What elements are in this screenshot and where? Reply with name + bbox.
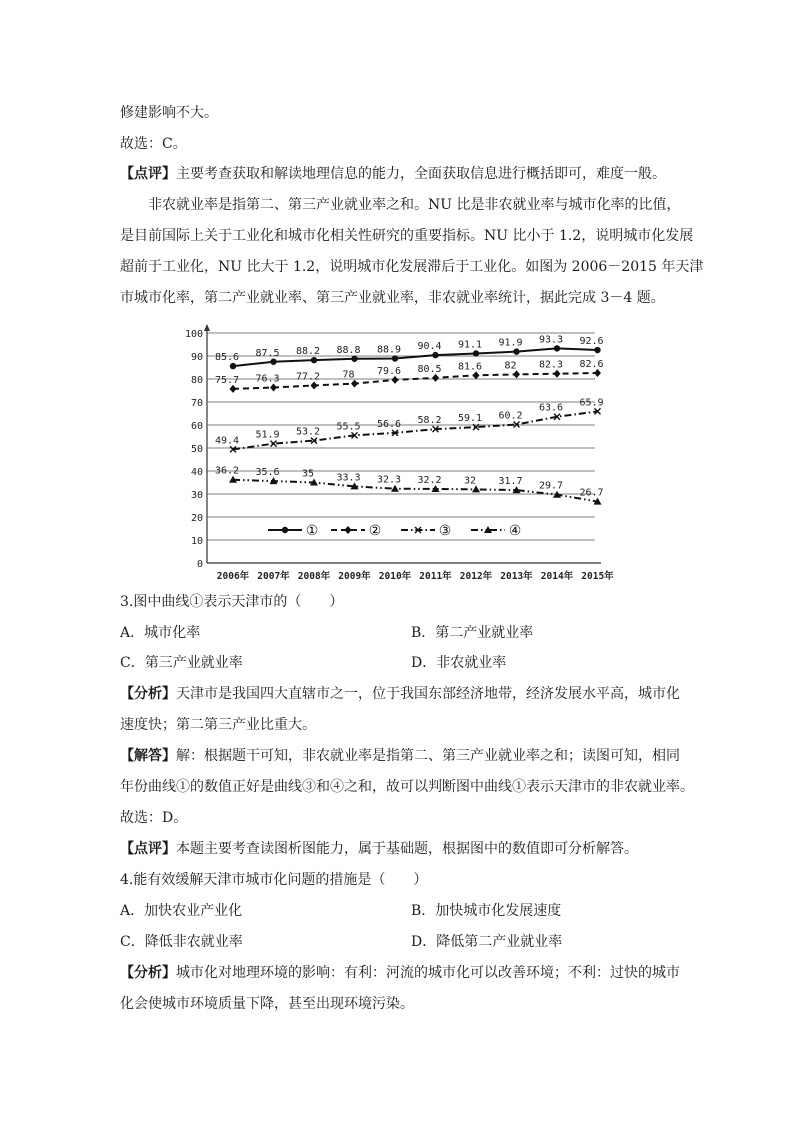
data-label: 35.6 <box>255 467 280 479</box>
x-tick-label: 2011年 <box>419 571 452 582</box>
series-line <box>233 411 598 449</box>
x-tick-label: 2012年 <box>459 571 493 582</box>
answer-text: 解：根据题干可知，非农就业率是指第二、第三产业就业率之和；读图可知，相同 <box>176 748 680 764</box>
data-label: 59.1 <box>457 413 483 425</box>
x-tick-label: 2007年 <box>257 571 290 582</box>
q3-stem: 3.图中曲线①表示天津市的（ ） <box>120 594 344 610</box>
data-label: 75.7 <box>214 374 240 386</box>
data-point <box>432 352 438 358</box>
legend-label: ① <box>305 523 319 539</box>
legend-item-1 <box>268 523 318 539</box>
data-point <box>554 345 560 351</box>
q3-option-a[interactable]: A．城市化率 <box>120 625 201 641</box>
q3-option-d[interactable]: D．非农就业率 <box>411 655 507 671</box>
q3-option-c[interactable]: C．第三产业就业率 <box>120 655 243 671</box>
x-tick-label: 2006年 <box>216 571 250 582</box>
y-axis-arrow <box>204 324 210 331</box>
data-label: 93.3 <box>538 334 564 346</box>
line-chart <box>183 323 614 585</box>
paragraph-line-1: 非农就业率是指第二、第三产业就业率之和。NU 比是非农就业率与城市化率的比值， <box>148 197 681 213</box>
y-tick-label: 100 <box>184 329 203 340</box>
x-tick-labels <box>217 570 614 582</box>
y-tick-label: 50 <box>190 444 203 455</box>
x-tick-label: 2014年 <box>540 571 574 582</box>
data-label: 29.7 <box>538 480 564 492</box>
data-point <box>554 370 561 378</box>
data-point <box>392 355 398 361</box>
legend-marker <box>345 526 352 534</box>
y-tick-label: 20 <box>190 513 203 524</box>
data-label: 56.6 <box>376 418 402 430</box>
y-tick-label: 30 <box>190 490 203 501</box>
comment-tag-2: 【点评】 <box>120 841 176 857</box>
legend-label: ③ <box>438 523 452 539</box>
line-2: 故选：C。 <box>120 136 187 152</box>
legend-item-4 <box>471 523 521 539</box>
line-1: 修建影响不大。 <box>120 105 218 121</box>
x-tick-label: 2013年 <box>500 571 533 582</box>
paragraph-line-4: 市城市化率，第二产业就业率、第三产业就业率，非农就业率统计，据此完成 3－4 题。 <box>120 290 665 306</box>
data-label: 91.9 <box>498 337 523 349</box>
data-label: 55.5 <box>336 421 361 433</box>
analysis-tag-2: 【分析】 <box>120 965 176 981</box>
data-label: 82.3 <box>538 359 564 371</box>
data-label: 82.6 <box>579 359 604 371</box>
data-label: 81.6 <box>457 361 483 373</box>
data-label: 33.3 <box>336 472 361 484</box>
data-label: 77.2 <box>295 371 321 383</box>
data-point <box>432 374 439 382</box>
data-point <box>594 347 600 353</box>
comment-tag: 【点评】 <box>120 166 176 182</box>
data-point <box>472 485 480 492</box>
data-label: 32 <box>463 475 477 487</box>
paragraph-line-2: 是目前国际上关于工业化和城市化相关性研究的重要指标。NU 比小于 1.2，说明城市化发展 <box>120 228 694 244</box>
chart-series <box>215 334 604 504</box>
data-point <box>311 381 318 389</box>
comment-text-2: 本题主要考查读图析图能力，属于基础题，根据图中的数值即可分析解答。 <box>176 841 638 857</box>
q3-analysis-2: 速度快；第二第三产业比重大。 <box>120 717 316 733</box>
y-tick-labels <box>185 329 203 570</box>
data-point <box>391 485 399 492</box>
data-label: 49.4 <box>214 435 240 447</box>
paragraph-line-3: 超前于工业化，NU 比大于 1.2，说明城市化发展滞后于工业化。如图为 2006－2015 年天津 <box>120 259 704 275</box>
y-tick-label: 90 <box>190 352 203 363</box>
data-point <box>230 385 237 393</box>
q4-option-d[interactable]: D．降低第二产业就业率 <box>411 934 563 950</box>
q4-analysis-1 <box>120 963 680 983</box>
legend-marker <box>282 527 288 533</box>
data-label: 32.3 <box>376 474 402 486</box>
answer-tag: 【解答】 <box>120 748 176 764</box>
data-label: 78 <box>342 369 355 381</box>
data-label: 92.6 <box>579 336 604 348</box>
data-label: 76.3 <box>255 373 280 385</box>
data-label: 58.2 <box>417 415 442 427</box>
data-label: 91.1 <box>457 339 483 351</box>
analysis-text-2: 城市化对地理环境的影响：有利：河流的城市化可以改善环境；不利：过快的城市 <box>176 965 680 981</box>
comment-text: 主要考查获取和解读地理信息的能力，全面获取信息进行概括即可，难度一般。 <box>176 166 666 182</box>
data-point <box>594 369 601 377</box>
analysis-text: 天津市是我国四大直辖市之一，位于我国东部经济地带，经济发展水平高，城市化 <box>176 686 680 702</box>
data-point <box>351 380 358 388</box>
chart-legend <box>268 523 521 539</box>
data-point <box>351 356 357 362</box>
x-tick-label: 2015年 <box>581 571 614 582</box>
data-label: 60.2 <box>498 410 523 422</box>
legend-label: ④ <box>508 523 522 539</box>
data-point <box>473 371 480 379</box>
x-tick-label: 2010年 <box>378 571 412 582</box>
y-tick-label: 0 <box>196 559 203 570</box>
analysis-tag: 【分析】 <box>120 686 176 702</box>
q4-option-c[interactable]: C．降低非农就业率 <box>120 934 243 950</box>
data-label: 87.5 <box>255 347 280 359</box>
y-tick-label: 10 <box>190 536 203 547</box>
q3-comment <box>120 839 638 859</box>
data-label: 36.2 <box>214 465 240 477</box>
q4-analysis-2: 化会使城市环境质量下降，甚至出现环境污染。 <box>120 996 414 1012</box>
data-label: 90.4 <box>417 341 442 353</box>
legend-item-2 <box>331 523 381 539</box>
data-label: 31.7 <box>498 476 523 488</box>
y-tick-label: 70 <box>190 398 203 409</box>
comment-line <box>120 164 666 184</box>
q3-choice: 故选：D。 <box>120 810 188 826</box>
series-4 <box>215 466 604 505</box>
x-tick-label: 2009年 <box>338 571 371 582</box>
series-line <box>233 373 598 389</box>
data-point <box>513 348 519 354</box>
data-label: 79.6 <box>376 365 402 377</box>
data-label: 80.5 <box>417 363 442 375</box>
data-label: 26.7 <box>579 487 604 499</box>
y-tick-label: 60 <box>190 421 203 432</box>
data-label: 88.8 <box>336 344 361 356</box>
y-tick-label: 40 <box>190 467 203 478</box>
data-point <box>270 359 276 365</box>
data-label: 88.2 <box>295 346 321 358</box>
legend-item-3 <box>401 523 451 539</box>
y-tick-label: 80 <box>190 375 203 386</box>
data-label: 82 <box>504 360 517 372</box>
data-label: 88.9 <box>376 344 402 356</box>
data-label: 35 <box>301 468 315 480</box>
data-point <box>392 376 399 384</box>
q3-answer-2: 年份曲线①的数值正好是曲线③和④之和，故可以判断图中曲线①表示天津市的非农就业率。 <box>120 779 694 795</box>
q4-option-a[interactable]: A．加快农业产业化 <box>120 903 243 919</box>
data-point <box>473 350 479 356</box>
data-label: 32.2 <box>417 474 442 486</box>
q4-stem: 4.能有效缓解天津市城市化问题的措施是（ ） <box>120 872 428 888</box>
q4-option-b[interactable]: B．加快城市化发展速度 <box>411 903 562 919</box>
data-label: 85.6 <box>214 352 240 364</box>
data-point <box>230 363 236 369</box>
data-point <box>270 384 277 392</box>
q3-answer-1 <box>120 746 680 766</box>
data-label: 53.2 <box>295 426 321 438</box>
data-label: 63.6 <box>538 402 564 414</box>
data-point <box>271 441 277 447</box>
x-tick-label: 2008年 <box>297 571 331 582</box>
data-point <box>311 357 317 363</box>
data-label: 51.9 <box>255 429 280 441</box>
q3-option-b[interactable]: B．第二产业就业率 <box>411 625 534 641</box>
data-point <box>513 370 520 378</box>
legend-label: ② <box>368 523 382 539</box>
q3-analysis-1 <box>120 684 680 704</box>
data-label: 65.9 <box>579 397 604 409</box>
